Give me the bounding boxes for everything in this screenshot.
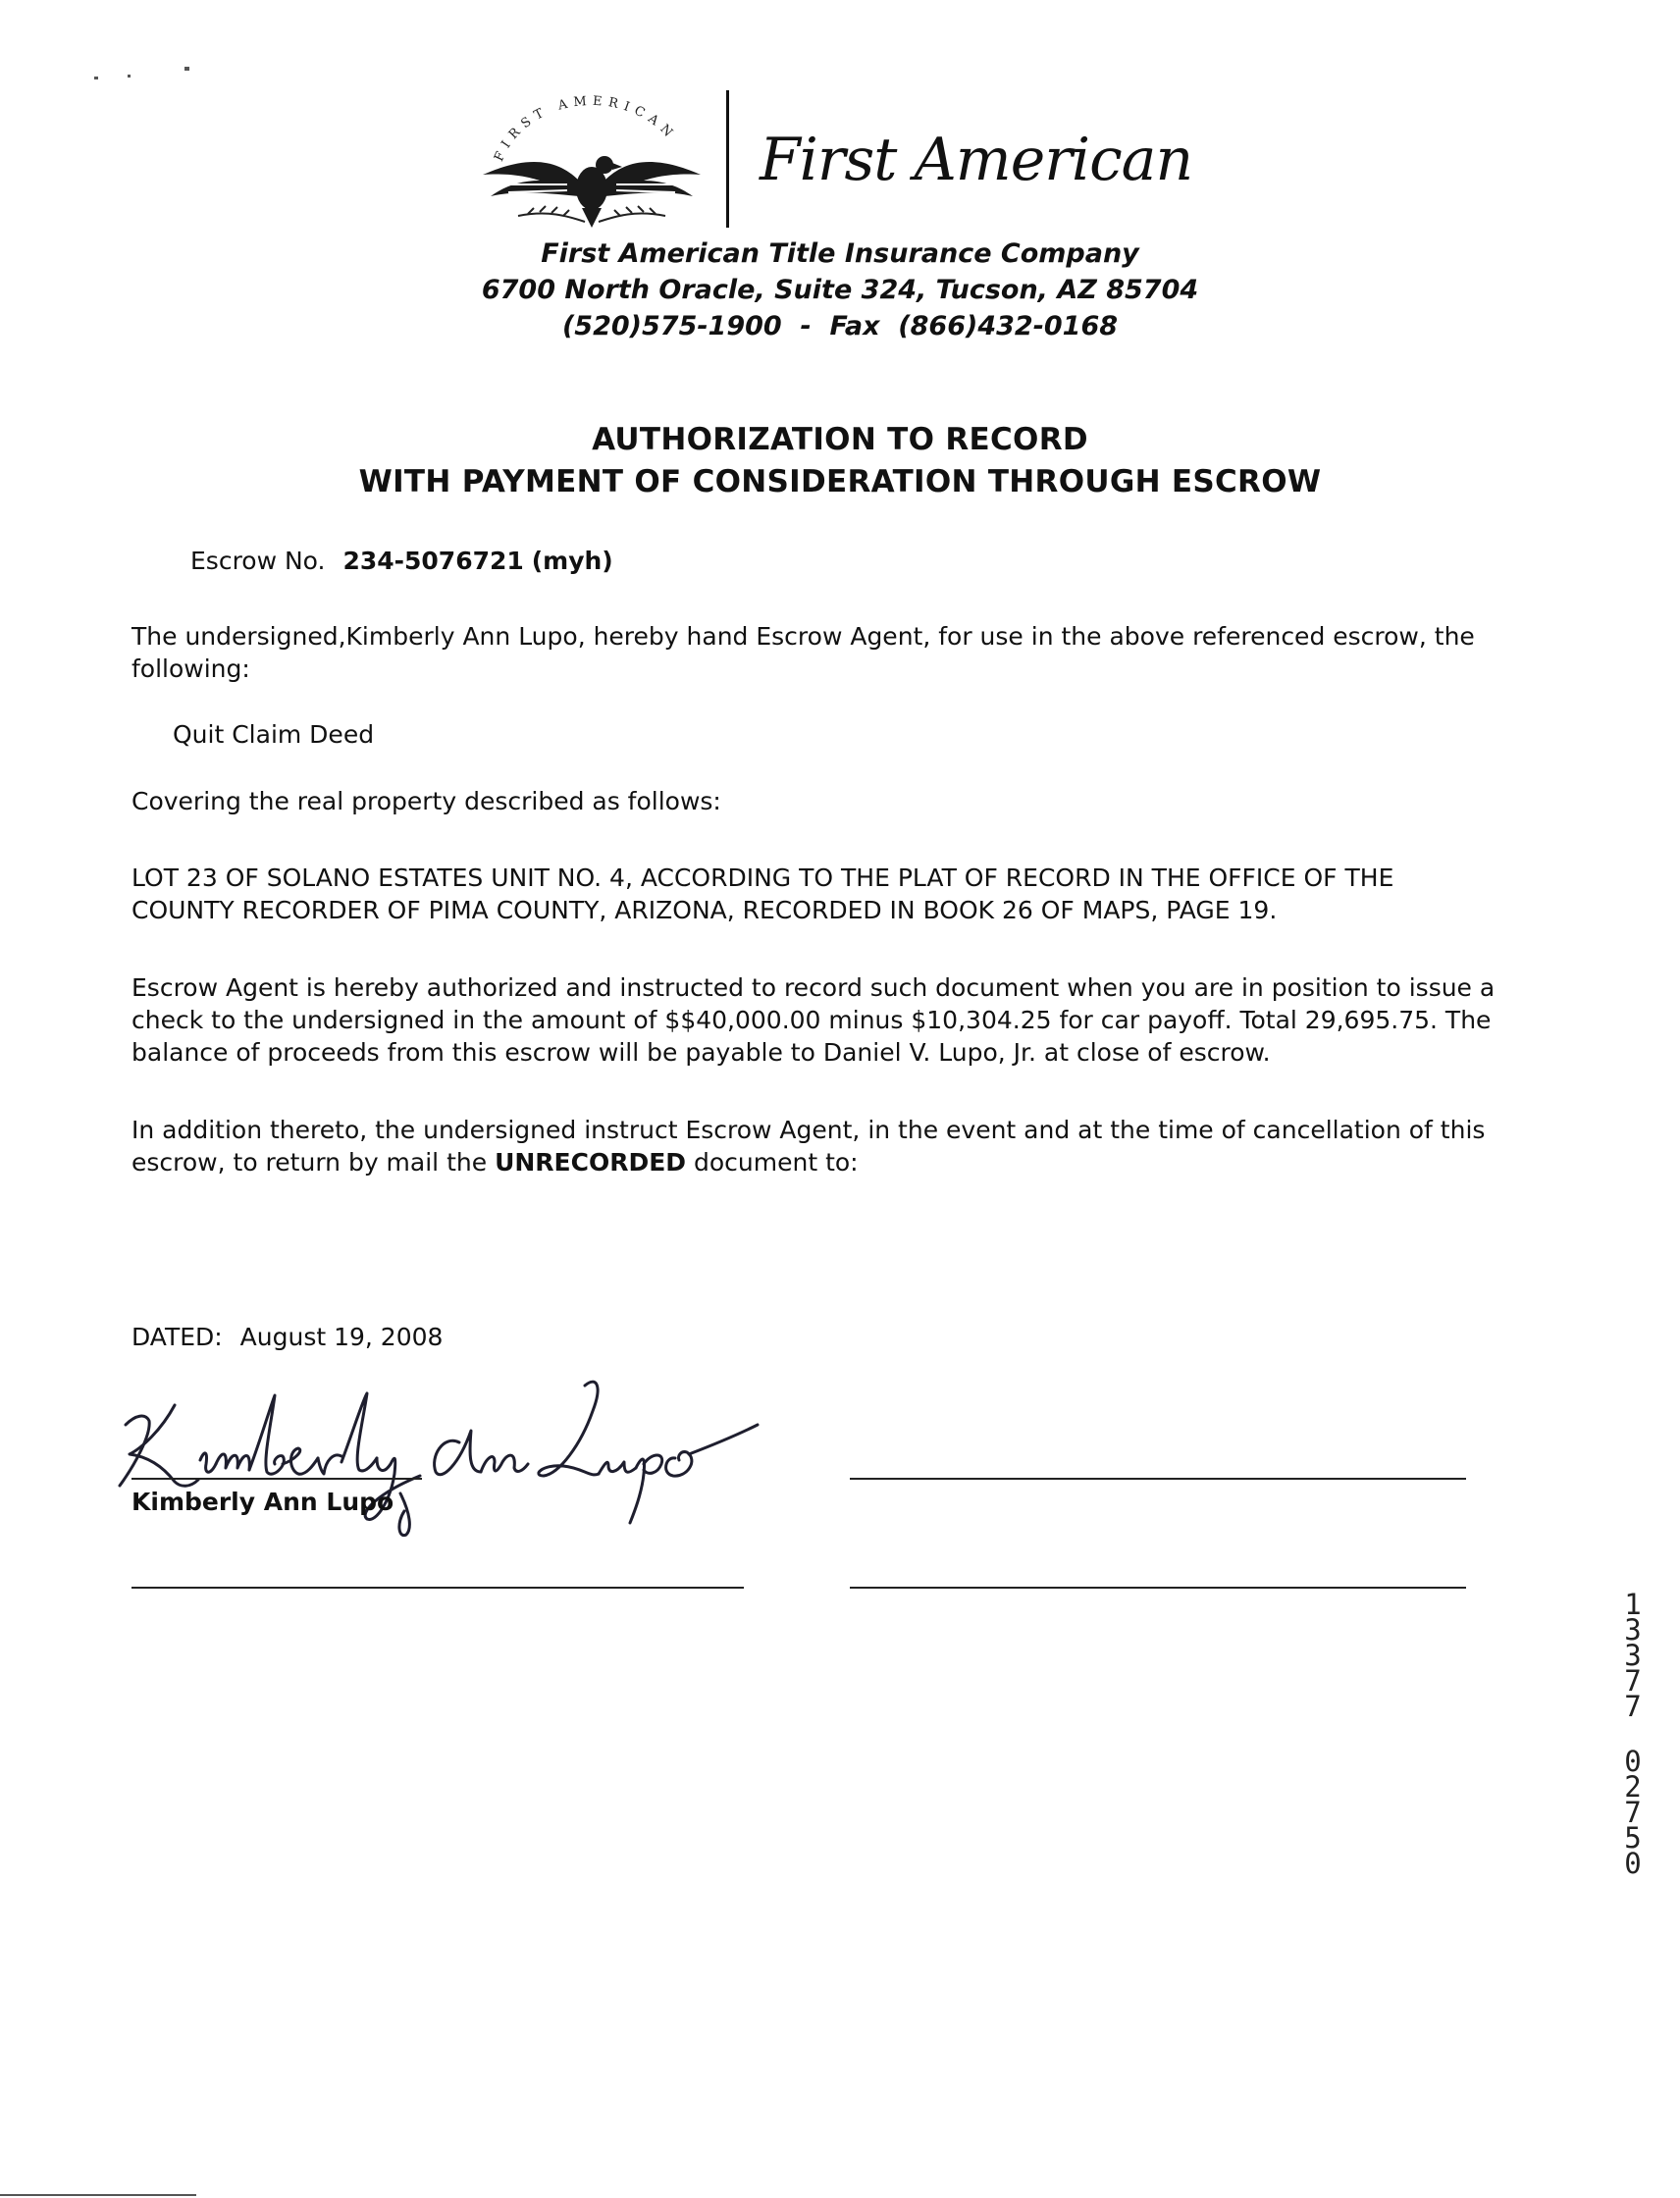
company-phone-fax: (520)575-1900 - Fax (866)432-0168 [561, 311, 1119, 341]
handwritten-signature [106, 1366, 871, 1543]
escrow-label: Escrow No. [190, 547, 326, 575]
recording-number [1619, 1588, 1647, 1880]
intro-line2: following: [131, 654, 250, 683]
recording-digit: 0 [1624, 1847, 1642, 1880]
signature-line [131, 1478, 422, 1480]
cancellation-line1: In addition thereto, the undersigned instruct Escrow Agent, in the event and at the time of cancellation of this [131, 1116, 1486, 1144]
company-name: First American Title Insurance Company [541, 238, 1139, 269]
brand-name: First American [760, 126, 1193, 194]
scan-mark [184, 67, 189, 71]
document-title-line2: WITH PAYMENT OF CONSIDERATION THROUGH ESCROW [358, 464, 1322, 499]
cancellation-text: document to: [694, 1148, 859, 1177]
signature-line [131, 1587, 744, 1589]
document-title-line1: AUTHORIZATION TO RECORD [592, 422, 1088, 457]
legal-description-line1: LOT 23 OF SOLANO ESTATES UNIT NO. 4, ACCORDING TO THE PLAT OF RECORD IN THE OFFICE OF THE [131, 864, 1394, 892]
scan-mark [94, 77, 98, 79]
recording-digit: 5 [1624, 1821, 1642, 1855]
legal-description-line2: COUNTY RECORDER OF PIMA COUNTY, ARIZONA, RECORDED IN BOOK 26 OF MAPS, PAGE 19. [131, 896, 1278, 924]
signature-line [850, 1587, 1466, 1589]
cancellation-line2 [131, 1146, 859, 1178]
seal-text: FIRST AMERICAN [492, 93, 680, 164]
instructions-line3: balance of proceeds from this escrow will be payable to Daniel V. Lupo, Jr. at close of escrow. [131, 1038, 1271, 1067]
recording-digit: 3 [1624, 1639, 1642, 1672]
company-logo [469, 77, 1215, 243]
recording-digit: 1 [1624, 1588, 1642, 1621]
dated-label: DATED: [131, 1323, 223, 1351]
cancellation-text: escrow, to return by mail the [131, 1148, 488, 1177]
dated-row [131, 1321, 443, 1353]
logo-divider [726, 90, 729, 228]
scan-edge [0, 2194, 196, 2196]
property-intro: Covering the real property described as follows: [131, 787, 721, 815]
recording-digit: 2 [1624, 1770, 1642, 1804]
escrow-suffix: (myh) [531, 547, 613, 575]
unrecorded-emphasis: UNRECORDED [495, 1148, 687, 1177]
svg-text:FIRST AMERICAN [492, 94, 679, 164]
instructions-line2: check to the undersigned in the amount of $$40,000.00 minus $10,304.25 for car payoff. Total 29,695.75. The [131, 1006, 1492, 1034]
recording-digit: 7 [1624, 1690, 1642, 1723]
eagle-seal-icon [469, 90, 714, 237]
recording-digit: 0 [1624, 1745, 1642, 1778]
signer-printed-name: Kimberly Ann Lupo [131, 1488, 394, 1516]
escrow-number-row [190, 545, 613, 577]
scan-mark [128, 75, 131, 78]
intro-line1: The undersigned,Kimberly Ann Lupo, hereby hand Escrow Agent, for use in the above referenced escrow, the [131, 622, 1475, 651]
instructions-line1: Escrow Agent is hereby authorized and instructed to record such document when you are in position to issue a [131, 973, 1496, 1002]
company-address: 6700 North Oracle, Suite 324, Tucson, AZ 85704 [481, 275, 1199, 305]
document-type: Quit Claim Deed [173, 720, 375, 749]
recording-digit: 7 [1624, 1796, 1642, 1829]
escrow-number: 234-5076721 [342, 547, 524, 575]
dated-value: August 19, 2008 [239, 1323, 444, 1351]
recording-digit: 3 [1624, 1613, 1642, 1647]
recording-digit: 7 [1624, 1664, 1642, 1698]
signature-line [850, 1478, 1466, 1480]
